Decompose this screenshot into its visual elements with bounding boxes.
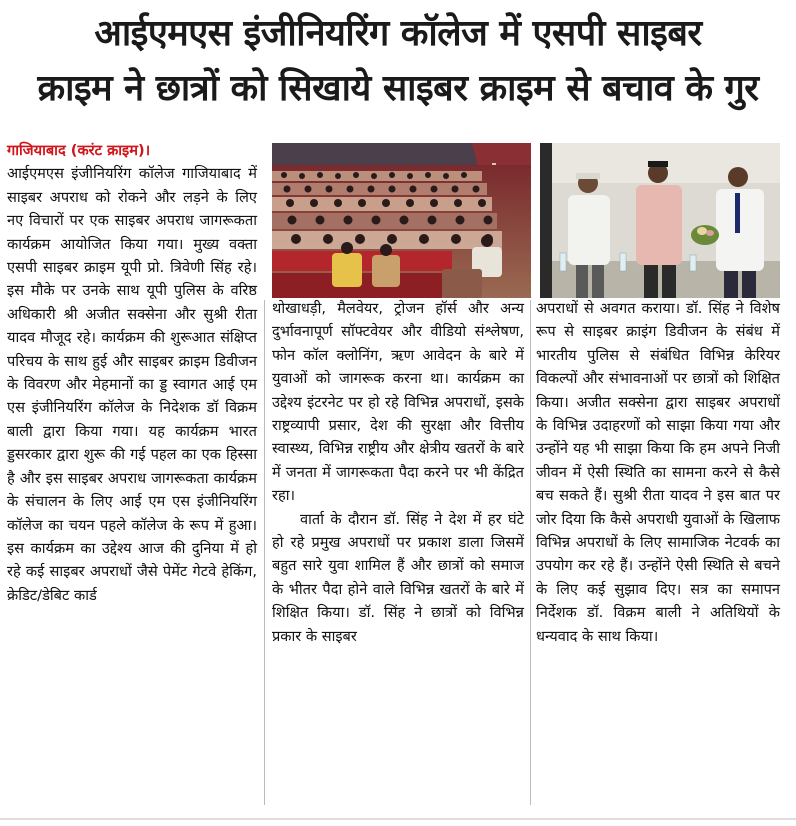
article-column-1 [7,139,257,607]
column-1-text [7,139,257,607]
article-column-3 [536,297,780,648]
column-3-text: अपराधों से अवगत कराया। डॉ. सिंह ने विशेष रूप से साइबर क्राइंग डिवीजन के संबंध में भारतीय पुलिस से संबंधित विभिन्न केरियर विकल्पों और संभावनाओं पर छात्रों को शिक्षित किया। अजीत सक्सेना द्वारा साइबर अपराधों के विभिन्न उदाहरणों को साझा किया गया और उन्होंने यह भी साझा किया कि हम अपने निजी जीवन में ऐसी स्थिति का सामना करने से कैसे बच सकते हैं। सुश्री रीता यादव ने इस बात पर जोर दिया कि कैसे अपराधी युवाओं के खिलाफ विभिन्न अपराधों के लिए सामाजिक नेटवर्क का उपयोग कर रहे हैं। उन्होंने ऐसी स्थिति से बचने के लिए कई सुझाव दिए। सत्र का समापन निर्देशक डॉ. विक्रम बाली ने अतिथियों के धन्यवाद के साथ किया। [536,300,780,645]
column-2-paragraph-2: वार्ता के दौरान डॉ. सिंह ने देश में हर घंटे हो रहे प्रमुख अपराधों पर प्रकाश डाला जिसमें बहुत सारे युवा शामिल हैं और छात्रों को समाज के भीतर पैदा होने वाले विभिन्न खतरों के बारे में शिक्षित किया। डॉ. सिंह ने छात्रों को विभिन्न प्रकार के साइबर [272,510,524,645]
guests-photo [540,143,780,298]
auditorium-photo [272,143,531,298]
auditorium-illustration [272,143,531,298]
column-divider-2 [530,300,531,805]
headline-line-2: क्राइम ने छात्रों को सिखाये साइबर क्राइम से बचाव के गुर [37,68,759,109]
article-column-2 [272,297,524,648]
dateline: गाजियाबाद (करंट क्राइम)। [7,142,151,159]
headline [0,6,796,116]
bottom-rule [0,818,796,820]
guests-illustration [540,143,780,298]
column-1-body: आईएमएस इंजीनियरिंग कॉलेज गाजियाबाद में साइबर अपराध को रोकने और लड़ने के लिए नए विचारों पर एक साइबर अपराध जागरूकता कार्यक्रम आयोजित किया गया। मुख्य वक्ता एसपी साइबर क्राइम यूपी प्रो. त्रिवेणी सिंह रहे। इस मौके पर उनके साथ यूपी पुलिस के वरिष्ठ अधिकारी श्री अजीत सक्सेना और सुश्री रीता यादव मौजूद रहे। कार्यक्रम की शुरूआत संक्षिप्त परिचय के साथ हुई और साइबर क्राइम डिवीजन के विवरण और मेहमानों का ड्ड स्वागत आई एम एस इंजीनियरिंग कॉलेज के निदेशक डॉ विक्रम बाली द्वारा किया गया। यह कार्यक्रम भारत ड्डसरकार द्वारा शुरू की गई पहल का एक हिस्सा है और इस साइबर अपराध जागरूकता कार्यक्रम के संचालन के लिए आई एम एस इंजीनियरिंग कॉलेज का चयन पहले कॉलेज के रूप में हुआ। इस कार्यक्रम का उद्देश्य आज की दुनिया में हो रहे कई साइबर अपराधों जैसे पेमेंट गेटवे हेकिंग, क्रेडिट/डेबिट कार्ड [7,165,257,604]
column-2-paragraph-1: थोखाधड़ी, मैलवेयर, ट्रोजन हॉर्स और अन्य दुर्भावनापूर्ण सॉफ्टवेयर और वीडियो संश्लेषण, फोन कॉल क्लोनिंग, ऋण आवेदन के बारे में युवाओं को जागरूक करना था। कार्यक्रम का उद्देश्य इंटरनेट पर हो रहे विभिन्न अपराधों, इसके राष्ट्रव्यापी प्रसार, देश की सुरक्षा और वित्तीय स्वास्थ्य, विभिन्न राष्ट्रीय और क्षेत्रीय खतरों के बारे में जनता में जागरूकता पैदा करने पर भी केंद्रित रहा। [272,300,524,505]
bouquet [691,225,719,245]
headline-line-1: आईएमएस इंजीनियरिंग कॉलेज में एसपी साइबर [94,13,702,54]
column-divider-1 [264,300,265,805]
